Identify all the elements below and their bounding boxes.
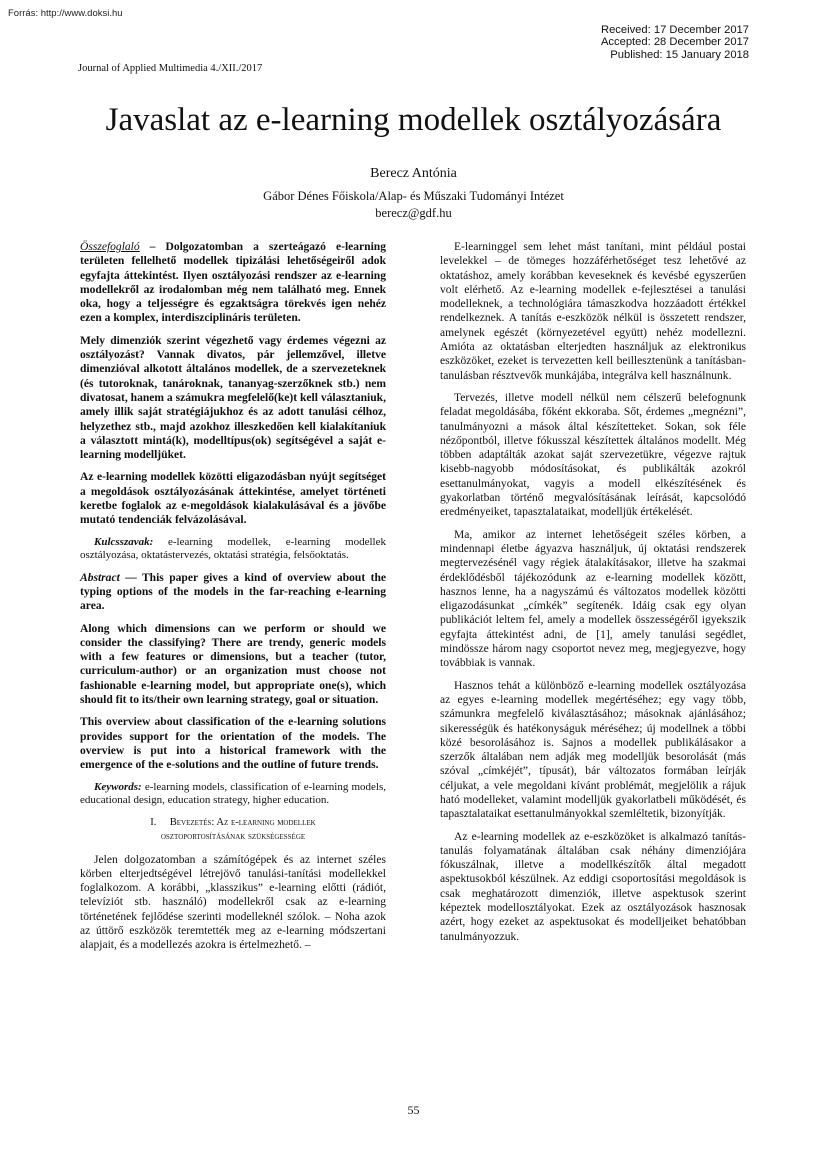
intro-paragraph: Jelen dolgozatomban a számítógépek és az internet széles körben elterjedtségével létrejövő tanulási-tanítási modellekkel foglalkozom. A korábbi, „klasszikus” e-learning előtti (rádiót, televíziót stb. használó) modellekről csak az e-learning történetének fejlődése szerinti modelleknél szólok. – Noha azok az úttörő eszközök teremtették meg az e-learning módszertani alapjait, és a modellezés azokra is értelmezhető. –: [80, 853, 386, 952]
abstract-en-p3: This overview about classification of the e-learning solutions provides support for the orientation of the models. The overview is put into a historical framework with the emergence of the e-solutions and the outline of future trends.: [80, 716, 386, 772]
abstract-hu-text: – Dolgozatomban a szerteágazó e-learning területen fellelhető modellek tipizálási lehetőségeiről adok egyfajta áttekintést. Ilyen osztályozási rendszer az e-learning modellekről az irodalomban még nem található meg. Ennek oka, hogy a teljességre és egzaktságra törekvés igen nehéz ezen a komplex, interdiszciplináris területen.: [80, 241, 386, 325]
paper-title: Javaslat az e-learning modellek osztályozására: [105, 102, 722, 138]
source-url: Forrás: http://www.doksi.hu: [8, 8, 123, 19]
publication-dates: [601, 24, 749, 61]
abstract-en-label: Abstract: [80, 571, 120, 584]
right-column: [440, 240, 746, 952]
left-column: [80, 240, 386, 961]
section-title-line2: osztoportosításának szükségessége: [160, 830, 306, 842]
author-email: berecz@gdf.hu: [375, 206, 452, 220]
author-affiliation: [0, 188, 827, 222]
keywords-hu: [80, 536, 386, 563]
body-paragraph: Tervezés, illetve modell nélkül nem célszerű belefognunk feladat megoldásába, főként ekkoraba. Sőt, érdemes „megnézni”, tanulmányozni a mások által készítetteket. Sokan, sok féle nézőpontból, illetve fókusszal készítettek általános modellt. Még többen adaptálták azokat saját szervezetükre, végezve rajtuk kisebb-nagyobb módosításokat, és publikálták azokról esettanulmányokat, vagyis a modell elkészítésének és gyakorlatban történő megvalósításának leírását, kapcsolódó eredményeiket, tapasztalataikat, modelljük értékelését.: [440, 391, 746, 519]
body-paragraph: Ma, amikor az internet lehetőségeit széles körben, a mindennapi életbe ágyazva használjuk, új oktatási rendszerek megtervezésénél vagy régiek átalakításakor, illetve ha szakmai érdeklődésből tájékozódunk az e-learning modellek között, hasznos lenne, ha a nagyszámú és változatos modellek közötti eligazodásunkat „címkék” segítenék. Idáig csak egy olyan publikációt leltem fel, amely a modellek összességéről igyekszik egyfajta áttekintést adni, de [1], amely tanulási segédlet, mindössze három nagy csoportot nevez meg, megjegyezve, hogy továbbiak is vannak.: [440, 528, 746, 670]
page-number: 55: [407, 1103, 420, 1117]
body-paragraph: Hasznos tehát a különböző e-learning modellek osztályozása az egyes e-learning modellek megértéséhez; egy vagy több, számunkra megfelelő kiválasztásához; másoknak ajánlásához; sikerességük és hatékonyságuk méréséhez; új modellnek a többi közé besorolásához is. Sajnos a modellek publikálásakor a szerzők általában nem adják meg modelljük besorolását (más szóval „címkéjét”, típusát), bár változatos formában leírják céljukat, a vele megoldani kívánt problémát, megjelölik a rájuk ható modelleket, valamint modelljük gyakorlatbeli működését, és tapasztalataikat esettanulmányokkal szemléltetik, bizonyítják.: [440, 679, 746, 821]
abstract-hu-p3: Az e-learning modellek közötti eligazodásban nyújt segítséget a megoldások osztályozásának áttekintése, amelyet történeti keretbe foglalok az e-megoldások kialakulásával és a jövőbe mutató tendenciák felvázolásával.: [80, 471, 386, 527]
keywords-en-text: e-learning models, classification of e-learning models, educational design, education strategy, higher education.: [80, 780, 386, 806]
journal-name: Journal of Applied Multimedia 4./XII./2017: [78, 63, 263, 74]
body-paragraph: Az e-learning modellek az e-eszközöket is alkalmazó tanítás-tanulás folyamatának általában csak néhány dimenziójára fókuszálnak, illetve a modellkészítők által megadott aspektusokból készülnek. Az eddigi csoportosítási megoldások is csak meghatározott dimenziók, illetve aspektusok szerint képeztek modellosztályokat. Ezek az osztályozások hasznosak azért, hogy ezeket az aspektusokat és modelljeiket behatóbban tanulmányozzuk.: [440, 830, 746, 943]
abstract-hu-p2: Mely dimenziók szerint végezhető vagy érdemes végezni az osztályozást? Vannak divatos, pár jellemzővel, illetve dimenzióval alkotott általános modellek, de a szervezeteknek (és tutoroknak, tanároknak, tananyag-szerzőknek stb.) nem divatosat, hanem a számukra megfelelő(ke)t kell választaniuk, amely illik saját stratégiájukhoz és az adott tanulási célhoz, helyzethez stb., majd azokhoz illeszkedően kell kialakítaniuk a választott mintá(k), modelltípus(ok) segítségével a saját e-learning modelljüket.: [80, 334, 386, 462]
abstract-en-p1: [80, 571, 386, 614]
section-title-line1: Bevezetés: Az e-learning modellek: [169, 816, 316, 828]
abstract-hu-label: Összefoglaló: [80, 241, 140, 253]
published-date: Published: 15 January 2018: [610, 48, 749, 61]
keywords-en-label: Keywords:: [94, 780, 142, 793]
abstract-en-p2: Along which dimensions can we perform or should we consider the classifying? There are trendy, generic models with a few features or dimensions, but a teacher (tutor, curriculum-author) or an organization must choose not fashionable e-learning model, but appropriate one(s), which should fit to its/their own learning strategy, goal or situation.: [80, 622, 386, 707]
section-heading: [80, 816, 386, 844]
abstract-en-text: — This paper gives a kind of overview about the typing options of the models in the far-reaching e-learning area.: [80, 571, 386, 613]
author-name: Berecz Antónia: [370, 166, 457, 181]
accepted-date: Accepted: 28 December 2017: [600, 36, 749, 49]
received-date: Received: 17 December 2017: [600, 24, 749, 36]
body-paragraph: E-learninggel sem lehet mást tanítani, mint például postai levelekkel – de tömeges hozzáférhetőséget tesz lehetővé az oktatáshoz, amely korábban keveseknek és kevésbé egyszerűen volt elérhető. Az e-learning modellek e-fejlesztései a tanulási modelleknek, a technológiára támaszkodva hozzáadott értékkel rendelkeznek. A tanítás e-eszközök nélkül is összetett rendszer, amelynek egészét (környezetével együtt) nehéz modellezni. Amióta az oktatásban elterjedten használjuk az elektronikus eszközöket, ezeket is tervezetten kell beillesztenünk a tanításban-tanulásban résztvevők munkájába, integrálva kell használnunk.: [440, 241, 746, 382]
keywords-hu-text: e-learning modellek, e-learning modellek osztályozása, oktatástervezés, oktatási stratégia, felsőoktatás.: [80, 535, 386, 562]
keywords-hu-label: Kulcsszavak:: [94, 535, 154, 548]
keywords-en: [80, 781, 386, 808]
abstract-hu-p1: [80, 240, 386, 326]
section-heading-line1: [80, 816, 386, 830]
affiliation: Gábor Dénes Főiskola/Alap- és Műszaki Tudományi Intézet: [263, 189, 564, 203]
section-number: I.: [150, 816, 157, 828]
